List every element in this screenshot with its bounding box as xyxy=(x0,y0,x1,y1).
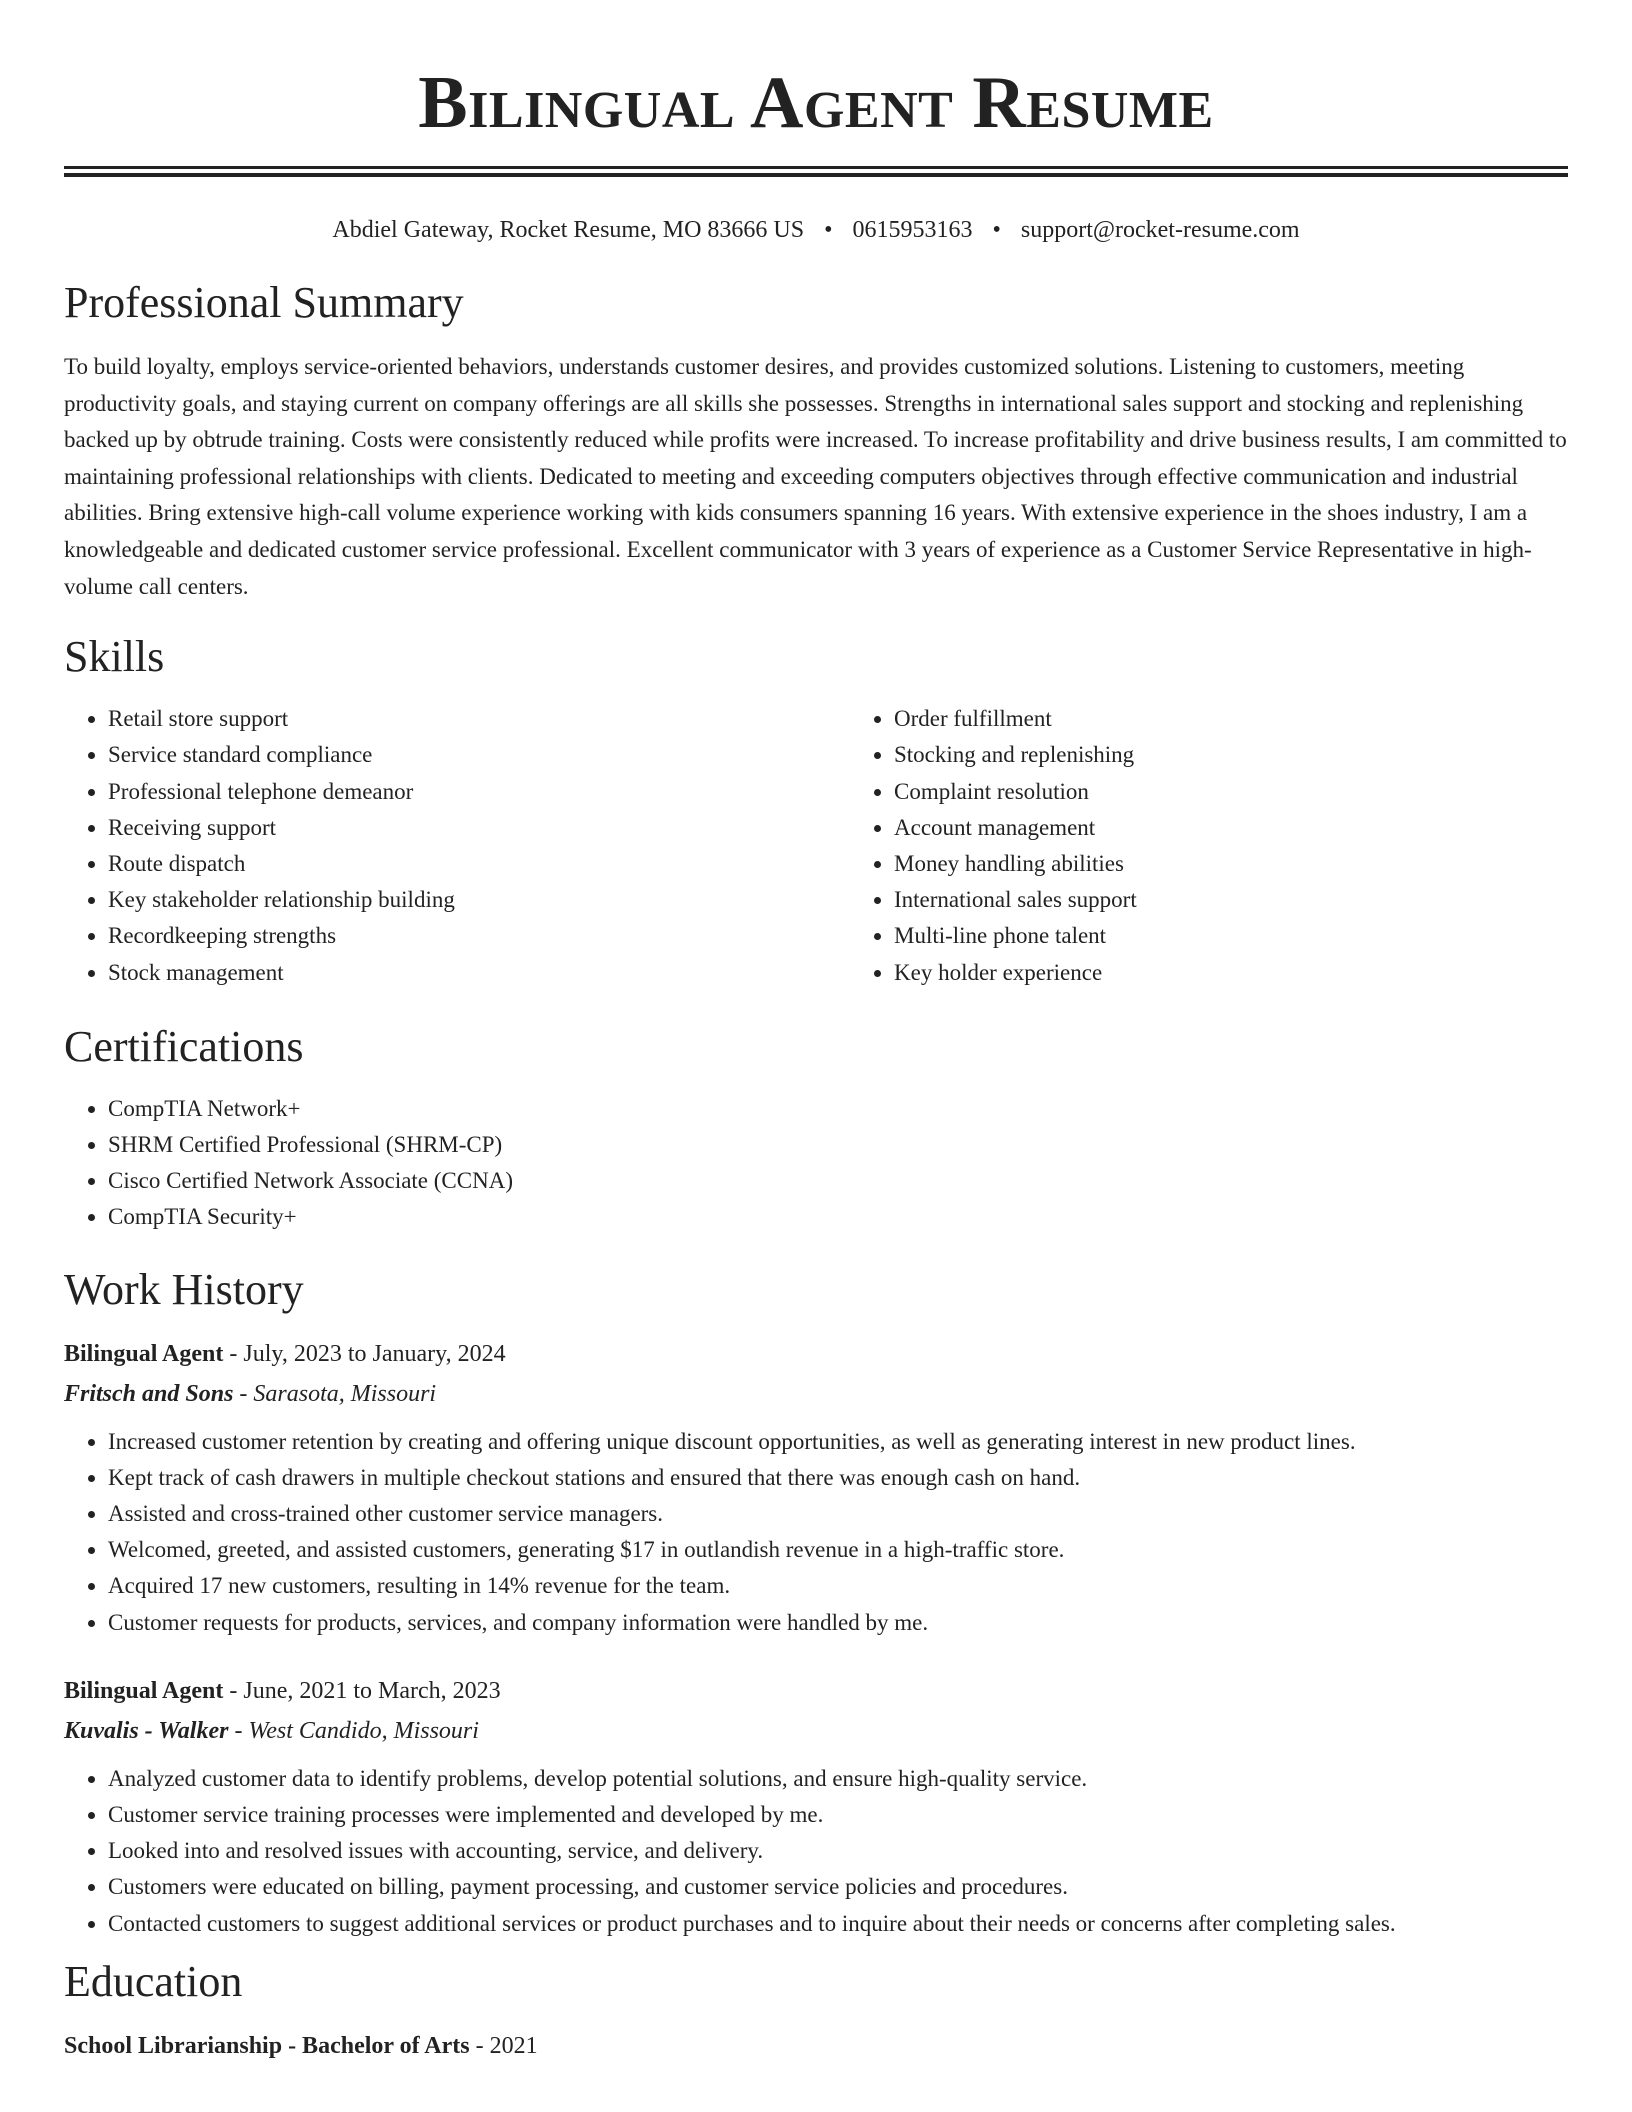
section-heading: Education xyxy=(64,1956,243,2006)
job-location: - Sarasota, Missouri xyxy=(233,1380,437,1407)
job-dates: - July, 2023 to January, 2024 xyxy=(223,1340,506,1367)
skills-section xyxy=(64,631,1568,991)
resume-title: Bilingual Agent Resume xyxy=(418,62,1214,144)
skills-list-right xyxy=(850,701,1632,991)
certifications-list xyxy=(64,1091,1568,1236)
job-entry xyxy=(64,1671,1568,1942)
skill-item: • Key holder experience xyxy=(894,955,1632,991)
job-dates: - June, 2021 to March, 2023 xyxy=(223,1677,501,1704)
skill-item: • Stocking and replenishing xyxy=(894,737,1632,773)
job-bullet: • Customers were educated on billing, payment processing, and customer service policies and procedures. xyxy=(108,1869,1568,1905)
title-double-rule xyxy=(64,166,1568,177)
job-bullet: • Analyzed customer data to identify problems, develop potential solutions, and ensure high-quality service. xyxy=(108,1761,1568,1797)
job-bullets xyxy=(64,1761,1568,1942)
skill-item: • Retail store support xyxy=(108,701,850,737)
job-bullets xyxy=(64,1424,1568,1641)
section-heading: Certifications xyxy=(64,1021,304,1071)
contact-address: Abdiel Gateway, Rocket Resume, MO 83666 US xyxy=(332,217,805,243)
certification-item: • Cisco Certified Network Associate (CCNA) xyxy=(108,1163,1568,1199)
skill-item: • Recordkeeping strengths xyxy=(108,918,850,954)
certifications-section xyxy=(64,1021,1568,1236)
skill-item: • Account management xyxy=(894,810,1632,846)
job-entry xyxy=(64,1334,1568,1641)
certification-item: • CompTIA Security+ xyxy=(108,1199,1568,1235)
contact-separator: • xyxy=(824,217,833,243)
job-bullet: • Acquired 17 new customers, resulting in 14% revenue for the team. xyxy=(108,1568,1568,1604)
contact-separator: • xyxy=(992,217,1001,243)
job-bullet: • Increased customer retention by creating and offering unique discount opportunities, as well as generating interest in new product lines. xyxy=(108,1424,1568,1460)
skill-item: • Route dispatch xyxy=(108,846,850,882)
skills-columns xyxy=(64,701,1568,991)
job-bullet: • Kept track of cash drawers in multiple checkout stations and ensured that there was enough cash on hand. xyxy=(108,1460,1568,1496)
skill-item: • Money handling abilities xyxy=(894,846,1632,882)
job-title-line xyxy=(64,1334,1568,1374)
contact-line xyxy=(64,213,1568,247)
skill-item: • Stock management xyxy=(108,955,850,991)
job-location: - West Candido, Missouri xyxy=(228,1717,479,1744)
job-bullet: • Assisted and cross-trained other customer service managers. xyxy=(108,1496,1568,1532)
job-bullet: • Contacted customers to suggest additional services or product purchases and to inquire about their needs or concerns after completing sales. xyxy=(108,1906,1568,1942)
job-company-line xyxy=(64,1374,1568,1414)
job-company-line xyxy=(64,1711,1568,1751)
summary-text: To build loyalty, employs service-oriented behaviors, understands customer desires, and provides customized solutions. Listening to customers, meeting productivity goals, and staying current on company offerings are all skills she possesses. Strengths in international sales support and stocking and replenishing backed up by obtrude training. Costs were consistently reduced while profits were increased. To increase profitability and drive business results, I am committed to maintaining professional relationships with clients. Dedicated to meeting and exceeding computers objectives through effective communication and industrial abilities. Bring extensive high-call volume experience working with kids consumers spanning 16 years. With extensive experience in the shoes industry, I am a knowledgeable and dedicated customer service professional. Excellent communicator with 3 years of experience as a Customer Service Representative in high-volume call centers. xyxy=(64,354,1567,599)
education-section xyxy=(64,1956,1568,2066)
skill-item: • Service standard compliance xyxy=(108,737,850,773)
certification-item: • CompTIA Network+ xyxy=(108,1091,1568,1127)
section-heading: Work History xyxy=(64,1264,304,1314)
skill-item: • International sales support xyxy=(894,882,1632,918)
education-year: - 2021 xyxy=(469,2032,538,2059)
skill-item: • Key stakeholder relationship building xyxy=(108,882,850,918)
job-company: Kuvalis - Walker xyxy=(64,1717,229,1744)
job-bullet: • Welcomed, greeted, and assisted customers, generating $17 in outlandish revenue in a high-traffic store. xyxy=(108,1532,1568,1568)
work-history-section xyxy=(64,1264,1568,1942)
contact-phone: 0615953163 xyxy=(852,217,973,243)
education-entry xyxy=(64,2026,1568,2066)
professional-summary-section xyxy=(64,277,1568,605)
skill-item: • Complaint resolution xyxy=(894,774,1632,810)
job-title: Bilingual Agent xyxy=(64,1340,224,1367)
skill-item: • Professional telephone demeanor xyxy=(108,774,850,810)
certification-item: • SHRM Certified Professional (SHRM-CP) xyxy=(108,1127,1568,1163)
skills-list-left xyxy=(64,701,850,991)
skill-item: • Receiving support xyxy=(108,810,850,846)
job-bullet: • Customer service training processes were implemented and developed by me. xyxy=(108,1797,1568,1833)
section-heading: Professional Summary xyxy=(64,278,464,327)
education-degree: School Librarianship - Bachelor of Arts xyxy=(64,2032,470,2059)
job-company: Fritsch and Sons xyxy=(64,1380,234,1407)
job-bullet: • Looked into and resolved issues with accounting, service, and delivery. xyxy=(108,1833,1568,1869)
skill-item: • Order fulfillment xyxy=(894,701,1632,737)
resume-page xyxy=(64,0,1568,2066)
job-title: Bilingual Agent xyxy=(64,1677,224,1704)
section-heading: Skills xyxy=(64,632,165,682)
job-title-line xyxy=(64,1671,1568,1711)
job-bullet: • Customer requests for products, services, and company information were handled by me. xyxy=(108,1605,1568,1641)
skill-item: • Multi-line phone talent xyxy=(894,918,1632,954)
contact-email: support@rocket-resume.com xyxy=(1020,217,1300,243)
